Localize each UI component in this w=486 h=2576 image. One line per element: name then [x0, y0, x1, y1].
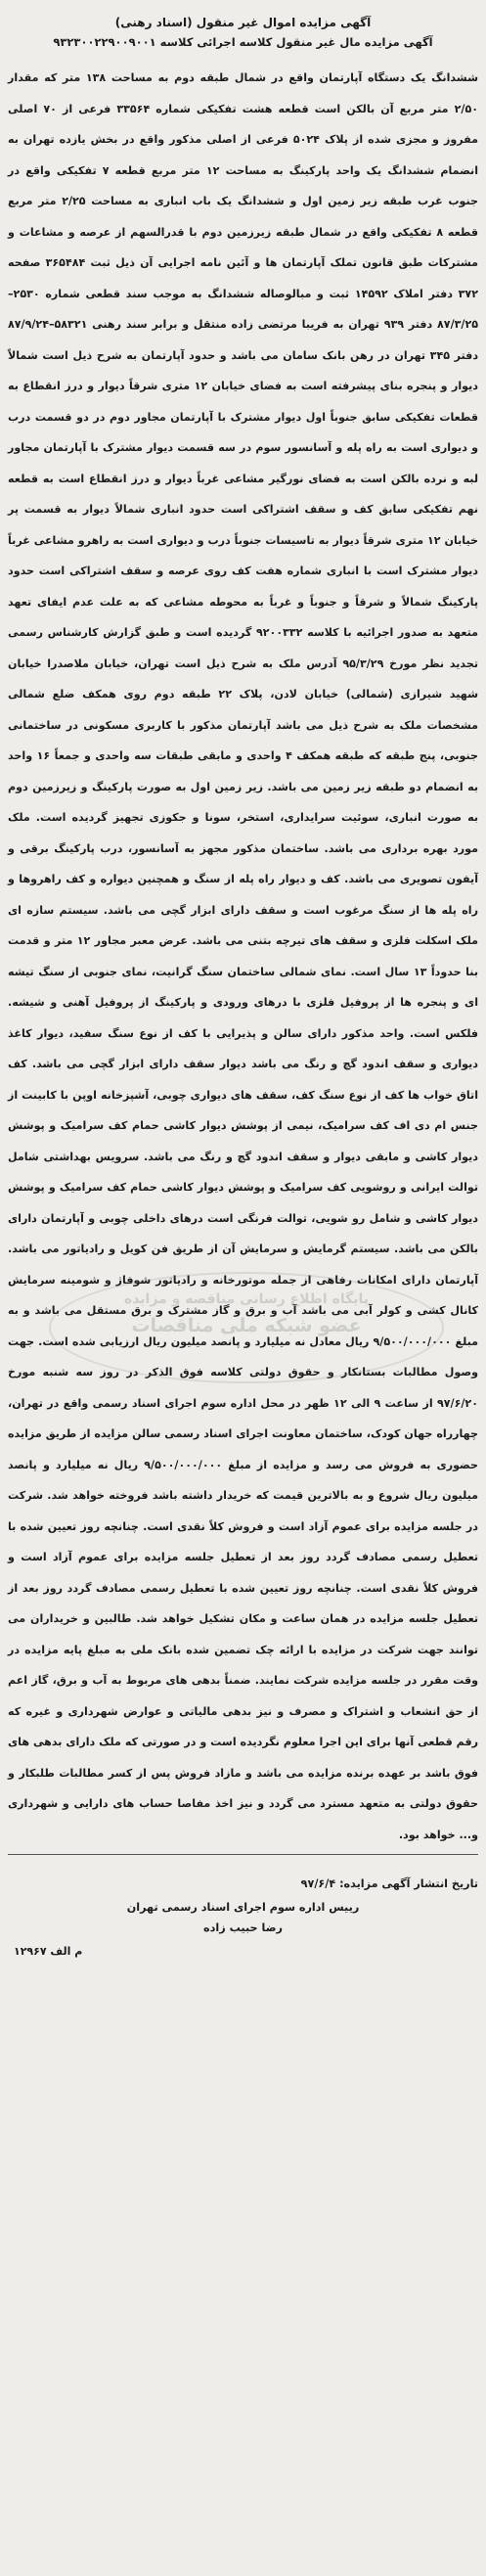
watermark-line2: عضو شبکه ملی مناقصات: [131, 1315, 362, 1336]
notice-body: ششدانگ یک دستگاه آپارتمان واقع در شمال طبقه دوم به مساحت ۱۳۸ متر که مقدار ۲/۵۰ متر مربع آن بالکن است قطعه هشت تفکیکی شماره ۳۳۵۶۴ فرعی از ۷۰ اصلی مفروز و مجزی شده از پلاک ۵۰۲۴ فرعی از اصلی مذکور واقع در بخش یازده تهران به انضمام ششدانگ یک واحد پارکینگ به مساحت ۱۲ متر مربع قطعه ۷ تفکیکی واقع در جنوب غرب طبقه زیر زمین اول و ششدانگ یک باب انباری به مساحت ۲/۲۵ متر مربع قطعه ۸ تفکیکی واقع در شمال طبقه زیرزمین دوم با قدرالسهم از عرصه و مشاعات و مشترکات طبق قانون تملک آپارتمان ها و آئین نامه اجرایی آن ذیل ثبت ۳۶۵۴۸۴ صفحه ۳۷۲ دفتر املاک ۱۴۵۹۲ ثبت و مبالوصاله ششدانگ به موجب سند قطعی شماره ۲۵۳۰–۸۷/۳/۲۵ دفتر ۹۳۹ تهران به فریبا مرتضی زاده منتقل و برابر سند رهنی ۵۸۳۲۱–۸۷/۹/۲۴ دفتر ۳۴۵ تهران در رهن بانک سامان می باشد و حدود آپارتمان به شرح ذیل است شمالاً دیوار و پنجره بنای پیشرفته است به فضای خیابان ۱۲ متری شرقاً دیوار و درز انقطاع به قطعات تفکیکی سابق جنوباً اول دیوار مشترک با آپارتمان مجاور دوم در دو قسمت درب و دیواری است به راه پله و آسانسور سوم در سه قسمت دیوار مشترک با آپارتمان مجاور لبه و نرده بالکن است به فضای نورگیر مشاعی غرباً دیوار و درز انقطاع است به قطعه نهم تفکیکی سابق کف و سقف اشتراکی است حدود انباری شمالاً دیوار به قسمت پر خیابان ۱۲ متری شرقاً دیوار به تاسیسات جنوباً درب و دیواری است به راهرو مشاعی غرباً دیوار مشترک است با انباری شماره هفت کف روی عرصه و سقف اشتراکی است حدود پارکینگ شمالاً و شرقاً و جنوباً و غرباً به محوطه مشاعی که به علت عدم ایفای تعهد متعهد به صدور اجرائیه با کلاسه ۹۲۰۰۳۳۲ گردیده است و طبق گزارش کارشناس رسمی تجدید نظر مورخ ۹۵/۳/۲۹ آدرس ملک به شرح ذیل است تهران، خیابان ملاصدرا خیابان شهید شیرازی (شمالی) خیابان لادن، پلاک ۲۲ طبقه دوم روی همکف ضلع شمالی مشخصات ملک به شرح ذیل می باشد آپارتمان مذکور با کاربری مسکونی در ساختمانی جنوبی، پنج طبقه که طبقه همکف ۴ واحدی و مابقی طبقات سه واحدی و جمعاً ۱۶ واحد به انضمام دو طبقه زیر زمین می باشد. زیر زمین اول به صورت پارکینگ و زیرزمین دوم به صورت انباری، سوئیت سرایداری، استخر، سونا و جکوزی تجهیز گردیده است. ملک مورد بهره برداری می باشد. ساختمان مذکور مجهز به آسانسور، درب پارکینگ برقی و آیفون تصویری می باشد. کف و دیوار راه پله از سنگ و همچنین دیواره و کف راهروها و راه پله ها از سنگ مرغوب است و سقف دارای ابزار گچی می باشد. سیستم سازه ای ملک اسکلت فلزی و سقف های تیرچه بتنی می باشد. عرض معبر مجاور ۱۲ متر و قدمت بنا حدوداً ۱۳ سال است. نمای شمالی ساختمان سنگ گرانیت، نمای جنوبی از سنگ تیشه ای و پنجره ها از پروفیل فلزی با درهای ورودی و پارکینگ از پروفیل آهنی و شیشه. فلکس است. واحد مذکور دارای سالن و پذیرایی با کف از نوع سنگ سفید، دیوار کاغذ دیواری و سقف اندود گچ و رنگ می باشد دیوار سقف دارای ابزار گچی می باشد. کف اتاق خواب ها کف از نوع سنگ کف، سقف های دیواری چوبی، آشپزخانه اوپن با کابینت از جنس ام دی اف کف سرامیک، نیمی از پوشش دیوار کاشی حمام کف سرامیک و پوشش دیوار کاشی و مابقی دیوار و سقف اندود گچ و رنگ می باشد. سرویس بهداشتی شامل توالت ایرانی و روشویی کف سرامیک و پوشش دیوار کاشی حمام کف سرامیک و پوشش دیوار کاشی و شامل رو شویی، توالت فرنگی است درهای داخلی چوبی و آپارتمان دارای بالکن می باشد. سیستم گرمایش و سرمایش آن از طریق فن کویل و رادیاتور می باشد. آپارتمان دارای امکانات رفاهی از جمله موتورخانه و رادیاتور شوفاژ و شومینه سرمایش کانال کشی و کولر آبی می باشد آب و برق و گاز مشترک و برق مستقل می باشد و به مبلغ ۹/۵۰۰/۰۰۰/۰۰۰ ریال معادل نه میلیارد و پانصد میلیون ریال ارزیابی شده است. جهت وصول مطالبات بستانکار و حقوق دولتی کلاسه فوق الذکر در روز سه شنبه مورخ ۹۷/۶/۲۰ از ساعت ۹ الی ۱۲ ظهر در محل اداره سوم اجرای اسناد رسمی واقع در تهران، چهارراه جهان کودک، ساختمان معاونت اجرای اسناد رسمی سالن مزایده از طریق مزایده حضوری به فروش می رسد و مزایده از مبلغ ۹/۵۰۰/۰۰۰/۰۰۰ ریال نه میلیارد و پانصد میلیون ریال شروع و به بالاترین قیمت که خریدار داشته باشد فروخته خواهد شد. شرکت در جلسه مزایده برای عموم آزاد است و فروش کلاً نقدی است. چنانچه روز تعیین شده با تعطیل رسمی مصادف گردد روز بعد از تعطیل جلسه مزایده برای عموم آزاد است و فروش کلاً نقدی است. چنانچه روز تعیین شده با تعطیل رسمی مصادف گردد روز بعد از تعطیل جلسه مزایده در همان ساعت و مکان تشکیل خواهد شد. طالبین و خریداران می توانند جهت شرکت در مزایده با ارائه چک تضمین شده بانک ملی به مبلغ پایه مزایده در وقت مقرر در جلسه مزایده شرکت نمایند. ضمناً بدهی های مربوط به آب و برق، گاز اعم از حق انشعاب و اشتراک و مصرف و نیز بدهی مالیاتی و عوارض شهرداری و غیره که رقم قطعی آنها برای این اجرا معلوم نگردیده است و در صورتی که ملک دارای بدهی های فوق باشد بر عهده برنده مزایده می باشد و مازاد فروش پس از کسر مطالبات طلبکار و حقوق دولتی به متعهد مسترد می گردد و نیز اخذ مفاصا حساب های دارایی و شهرداری و... خواهد بود.: [8, 71, 479, 1841]
notice-footer: [8, 1871, 478, 1965]
publish-date: تاریخ انتشار آگهی مزایده: ۹۷/۶/۴: [300, 1877, 478, 1891]
notice-subtitle: آگهی مزایده مال غیر منقول کلاسه اجرائی کلاسه ۹۳۲۳۰۰۲۲۹۰۰۹۰۰۱: [53, 35, 433, 49]
watermark-line1: پایگاه اطلاع رسانی مناقصه و مزایده: [123, 1291, 370, 1307]
signer-title: رییس اداره سوم اجرای اسناد رسمی تهران: [126, 1901, 360, 1915]
notice-header: [8, 16, 478, 51]
notice-title: آگهی مزایده اموال غیر منقول (اسناد رهنی): [114, 16, 372, 29]
signer-name: رضا حبیب زاده: [203, 1921, 283, 1935]
notice-code: م الف ۱۲۹۶۷: [14, 1945, 83, 1959]
divider: [8, 1854, 478, 1855]
